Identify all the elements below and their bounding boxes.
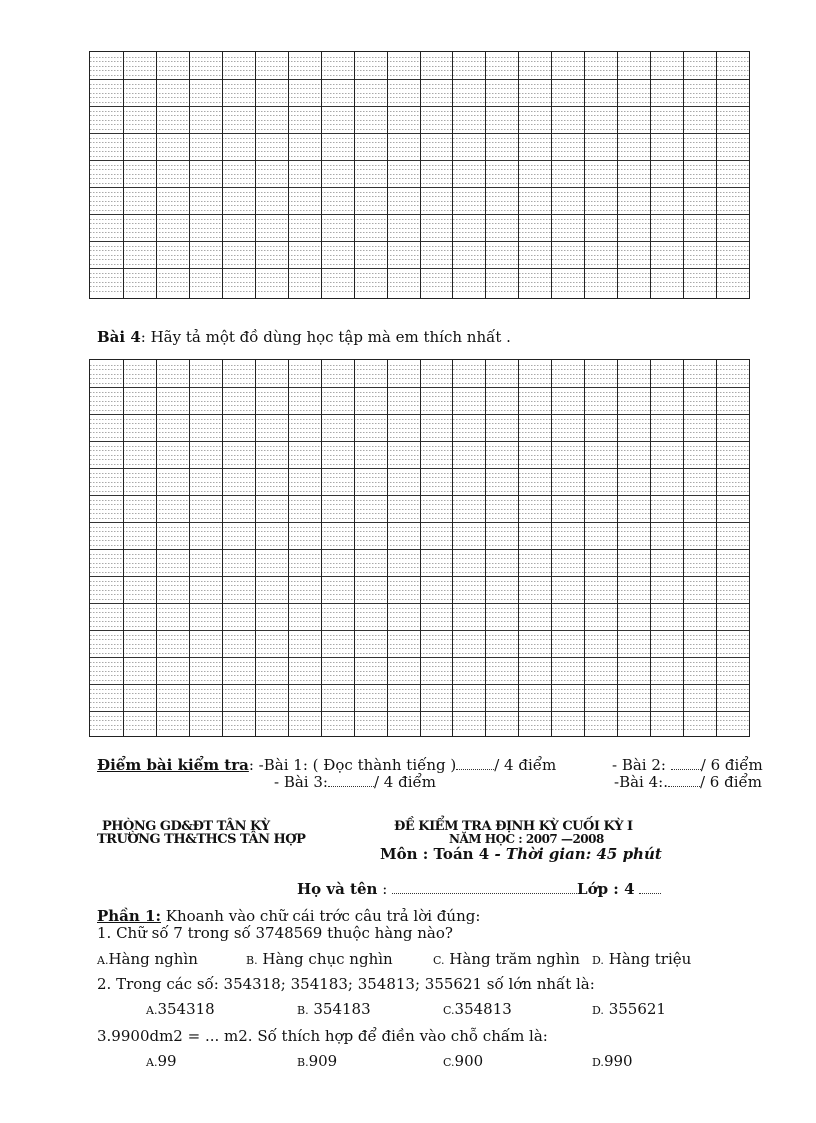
q2-option-c[interactable]: C.354813 [443,1000,512,1018]
part1-instruction: Khoanh vào chữ cái trớc câu trả lời đúng: [161,907,481,925]
bai4-label: Bài 4 [97,328,141,346]
student-line [297,880,661,898]
exam-title: ĐỀ KIỂM TRA ĐỊNH KỲ CUỐI KỲ I [394,819,633,834]
score-blank-1[interactable] [456,768,494,770]
score-bai4: -Bài 4:. [614,773,668,791]
question-1: 1. Chữ số 7 trong số 3748569 thuộc hàng nào? [97,924,453,942]
q2-option-b[interactable]: B. 354183 [297,1000,371,1018]
score-bai3-points: / 4 điểm [373,773,436,791]
bai4-heading [97,328,511,346]
score-line-4 [614,773,762,791]
score-label: Điểm bài kiểm tra [97,756,249,774]
score-line-2 [612,756,763,774]
part1-title: Phần 1: [97,907,162,925]
q3-option-c[interactable]: C.900 [443,1052,484,1070]
q3-option-d[interactable]: D.990 [592,1052,633,1070]
subject-line [380,845,662,863]
score-blank-2[interactable] [671,768,701,770]
score-blank-3[interactable] [328,785,374,787]
school-year: NĂM HỌC : 2007 —2008 [449,832,604,846]
score-line-1 [97,756,556,774]
score-bai3: - Bài 3: [274,773,328,791]
question-3: 3.9900dm2 = ... m2. Số thích hợp để điền vào chỗ chấm là: [97,1027,548,1045]
writing-grid-main[interactable] [89,359,750,737]
name-colon: : [377,880,388,898]
q1-option-a[interactable]: A.Hàng nghìn [97,950,198,968]
name-blank[interactable] [392,892,577,894]
exam-time: - Thời gian: 45 phút [489,845,662,863]
score-bai2: - Bài 2: [612,756,666,774]
question-2: 2. Trong các số: 354318; 354183; 354813; 355621 số lớn nhất là: [97,975,595,993]
q3-option-b[interactable]: B.909 [297,1052,338,1070]
grid-lines [90,52,749,298]
q1-option-d[interactable]: D. Hàng triệu [592,950,692,968]
subject: Môn : Toán 4 [380,845,490,863]
name-label: Họ và tên [297,880,378,898]
dept-line-2: TRƯỜNG TH&THCS TÂN HỢP [97,832,306,847]
q1-option-b[interactable]: B. Hàng chục nghìn [246,950,393,968]
dept-line-1: PHÒNG GD&ĐT TÂN KỲ [102,819,270,834]
bai4-prompt: : Hãy tả một đồ dùng học tập mà em thích nhất . [140,328,511,346]
q3-option-a[interactable]: A.99 [146,1052,177,1070]
grid-lines [90,360,749,736]
score-bai1-points: / 4 điểm [494,756,557,774]
class-blank[interactable] [639,892,661,894]
score-line-3 [274,773,436,791]
writing-grid-top[interactable] [89,51,750,299]
part1-heading [97,907,480,925]
q1-option-c[interactable]: C. Hàng trăm nghìn [433,950,580,968]
score-blank-4[interactable] [668,785,700,787]
score-bai1: : -Bài 1: ( Đọc thành tiếng ) [248,756,457,774]
q2-option-d[interactable]: D. 355621 [592,1000,666,1018]
score-bai2-points: / 6 điểm [700,756,763,774]
score-bai4-points: / 6 điểm [699,773,762,791]
q2-option-a[interactable]: A.354318 [146,1000,215,1018]
class-label: Lớp : 4 [577,880,635,898]
